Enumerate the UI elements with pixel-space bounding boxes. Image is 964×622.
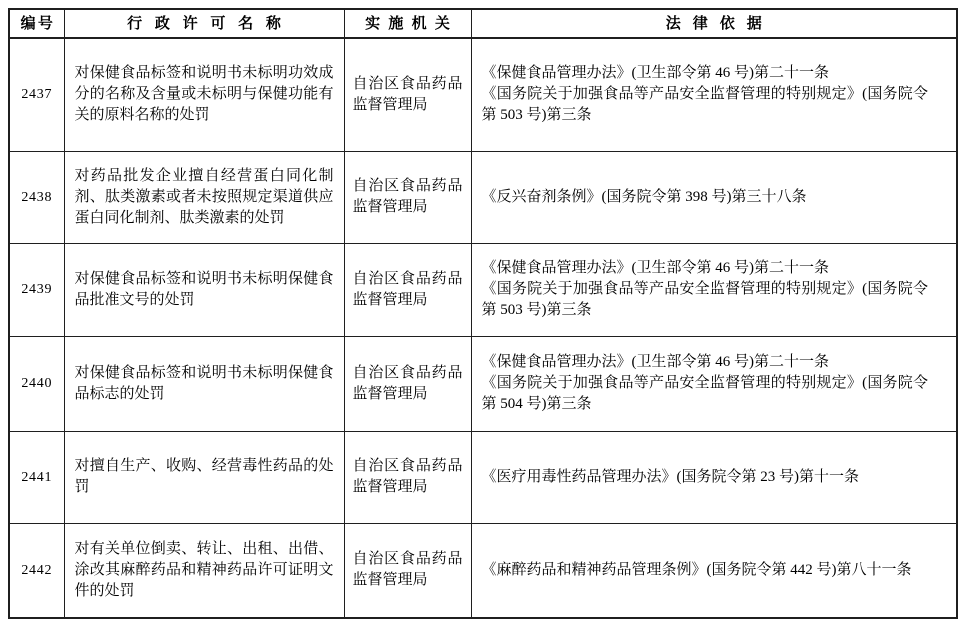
permit-name-cell: 对保健食品标签和说明书未标明保健食品标志的处罚 bbox=[64, 336, 344, 431]
agency-cell: 自治区食品药品监督管理局 bbox=[344, 38, 471, 151]
legal-basis-line: 《麻醉药品和精神药品管理条例》(国务院令第 442 号)第八十一条 bbox=[481, 561, 912, 578]
legal-basis-line: 《国务院关于加强食品等产品安全监督管理的特别规定》(国务院令第 503 号)第三条 bbox=[481, 86, 928, 124]
legal-basis-line: 《医疗用毒性药品管理办法》(国务院令第 23 号)第十一条 bbox=[481, 468, 859, 485]
agency-cell: 自治区食品药品监督管理局 bbox=[344, 243, 471, 336]
agency-cell: 自治区食品药品监督管理局 bbox=[344, 336, 471, 431]
legal-basis-line: 《保健食品管理办法》(卫生部令第 46 号)第二十一条 bbox=[481, 260, 829, 276]
header-row bbox=[9, 9, 957, 38]
table-row bbox=[9, 38, 957, 151]
administrative-permits-table bbox=[8, 8, 958, 619]
permit-name-cell: 对药品批发企业擅自经营蛋白同化制剂、肽类激素或者未按照规定渠道供应蛋白同化制剂、肽类激素的处罚 bbox=[64, 151, 344, 243]
row-id-cell: 2440 bbox=[9, 336, 64, 431]
row-id-cell: 2439 bbox=[9, 243, 64, 336]
legal-basis-cell bbox=[471, 38, 957, 151]
legal-basis-line: 《国务院关于加强食品等产品安全监督管理的特别规定》(国务院令第 503 号)第三条 bbox=[481, 281, 928, 318]
table-row bbox=[9, 431, 957, 523]
legal-basis-cell bbox=[471, 431, 957, 523]
row-id-cell: 2438 bbox=[9, 151, 64, 243]
legal-basis-line: 《国务院关于加强食品等产品安全监督管理的特别规定》(国务院令第 504 号)第三条 bbox=[481, 375, 928, 412]
legal-basis-cell bbox=[471, 523, 957, 618]
table-body bbox=[9, 38, 957, 618]
legal-basis-cell bbox=[471, 336, 957, 431]
column-header-agency: 实施机关 bbox=[344, 9, 471, 38]
agency-cell: 自治区食品药品监督管理局 bbox=[344, 431, 471, 523]
permit-name-cell: 对有关单位倒卖、转让、出租、出借、涂改其麻醉药品和精神药品许可证明文件的处罚 bbox=[64, 523, 344, 618]
permit-name-cell: 对保健食品标签和说明书未标明功效成分的名称及含量或未标明与保健功能有关的原料名称的处罚 bbox=[64, 38, 344, 151]
permit-name-cell: 对保健食品标签和说明书未标明保健食品批准文号的处罚 bbox=[64, 243, 344, 336]
column-header-legal: 法律依据 bbox=[471, 9, 957, 38]
permit-name-cell: 对擅自生产、收购、经营毒性药品的处罚 bbox=[64, 431, 344, 523]
row-id-cell: 2442 bbox=[9, 523, 64, 618]
legal-basis-line: 《反兴奋剂条例》(国务院令第 398 号)第三十八条 bbox=[481, 188, 807, 205]
table-row bbox=[9, 336, 957, 431]
table-row bbox=[9, 151, 957, 243]
column-header-name: 行政许可名称 bbox=[64, 9, 344, 38]
agency-cell: 自治区食品药品监督管理局 bbox=[344, 523, 471, 618]
table-row bbox=[9, 523, 957, 618]
table-header bbox=[9, 9, 957, 38]
row-id-cell: 2441 bbox=[9, 431, 64, 523]
agency-cell: 自治区食品药品监督管理局 bbox=[344, 151, 471, 243]
legal-basis-cell bbox=[471, 151, 957, 243]
table-row bbox=[9, 243, 957, 336]
legal-basis-line: 《保健食品管理办法》(卫生部令第 46 号)第二十一条 bbox=[481, 65, 829, 82]
legal-basis-line: 《保健食品管理办法》(卫生部令第 46 号)第二十一条 bbox=[481, 354, 829, 370]
row-id-cell: 2437 bbox=[9, 38, 64, 151]
legal-basis-cell bbox=[471, 243, 957, 336]
column-header-id: 编号 bbox=[9, 9, 64, 38]
